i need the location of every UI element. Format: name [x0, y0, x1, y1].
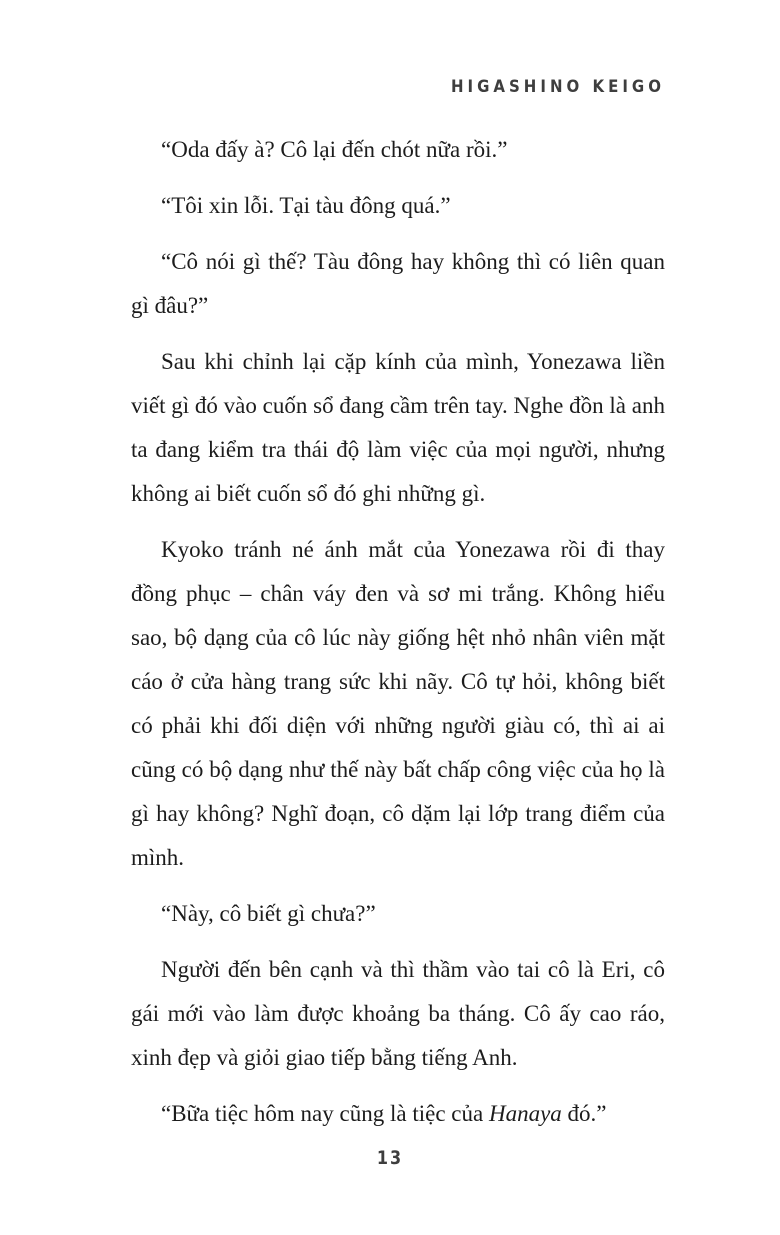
paragraph-dialogue-4: “Này, cô biết gì chưa?”: [161, 901, 376, 926]
final-paragraph-italic-term: Hanaya: [488, 1101, 562, 1126]
paragraph-narrative-2: Kyoko tránh né ánh mắt của Yonezawa rồi đi thay đồng phục – chân váy đen và sơ mi trắng. Không hiểu sao, bộ dạng của cô lúc này giống hệt nhỏ nhân viên mặt cáo ở cửa hàng trang sức khi nãy. Cô tự hỏi, không biết có phải khi đối diện với những người giàu có, thì ai ai cũng có bộ dạng như thế này bất chấp công việc của họ là gì hay không? Nghĩ đoạn, cô dặm lại lớp trang điểm của mình.: [131, 537, 665, 870]
body-text: [131, 128, 665, 1148]
final-paragraph-prefix: “Bữa tiệc hôm nay cũng là tiệc của: [161, 1101, 489, 1126]
running-header-author: HIGASHINO KEIGO: [450, 76, 665, 97]
page-number: 13: [376, 1146, 404, 1169]
paragraph-dialogue-5: [131, 1092, 665, 1136]
paragraph-dialogue-3: “Cô nói gì thế? Tàu đông hay không thì có liên quan gì đâu?”: [131, 249, 665, 318]
paragraph-dialogue-1: “Oda đấy à? Cô lại đến chót nữa rồi.”: [161, 137, 508, 162]
paragraph-dialogue-2: “Tôi xin lỗi. Tại tàu đông quá.”: [161, 193, 451, 218]
final-paragraph-suffix: đó.”: [561, 1101, 607, 1126]
paragraph-narrative-3: Người đến bên cạnh và thì thầm vào tai cô là Eri, cô gái mới vào làm được khoảng ba tháng. Cô ấy cao ráo, xinh đẹp và giỏi giao tiếp bằng tiếng Anh.: [131, 957, 665, 1070]
paragraph-narrative-1: Sau khi chỉnh lại cặp kính của mình, Yonezawa liền viết gì đó vào cuốn sổ đang cầm trên tay. Nghe đồn là anh ta đang kiểm tra thái độ làm việc của mọi người, nhưng không ai biết cuốn sổ đó ghi những gì.: [131, 349, 665, 506]
